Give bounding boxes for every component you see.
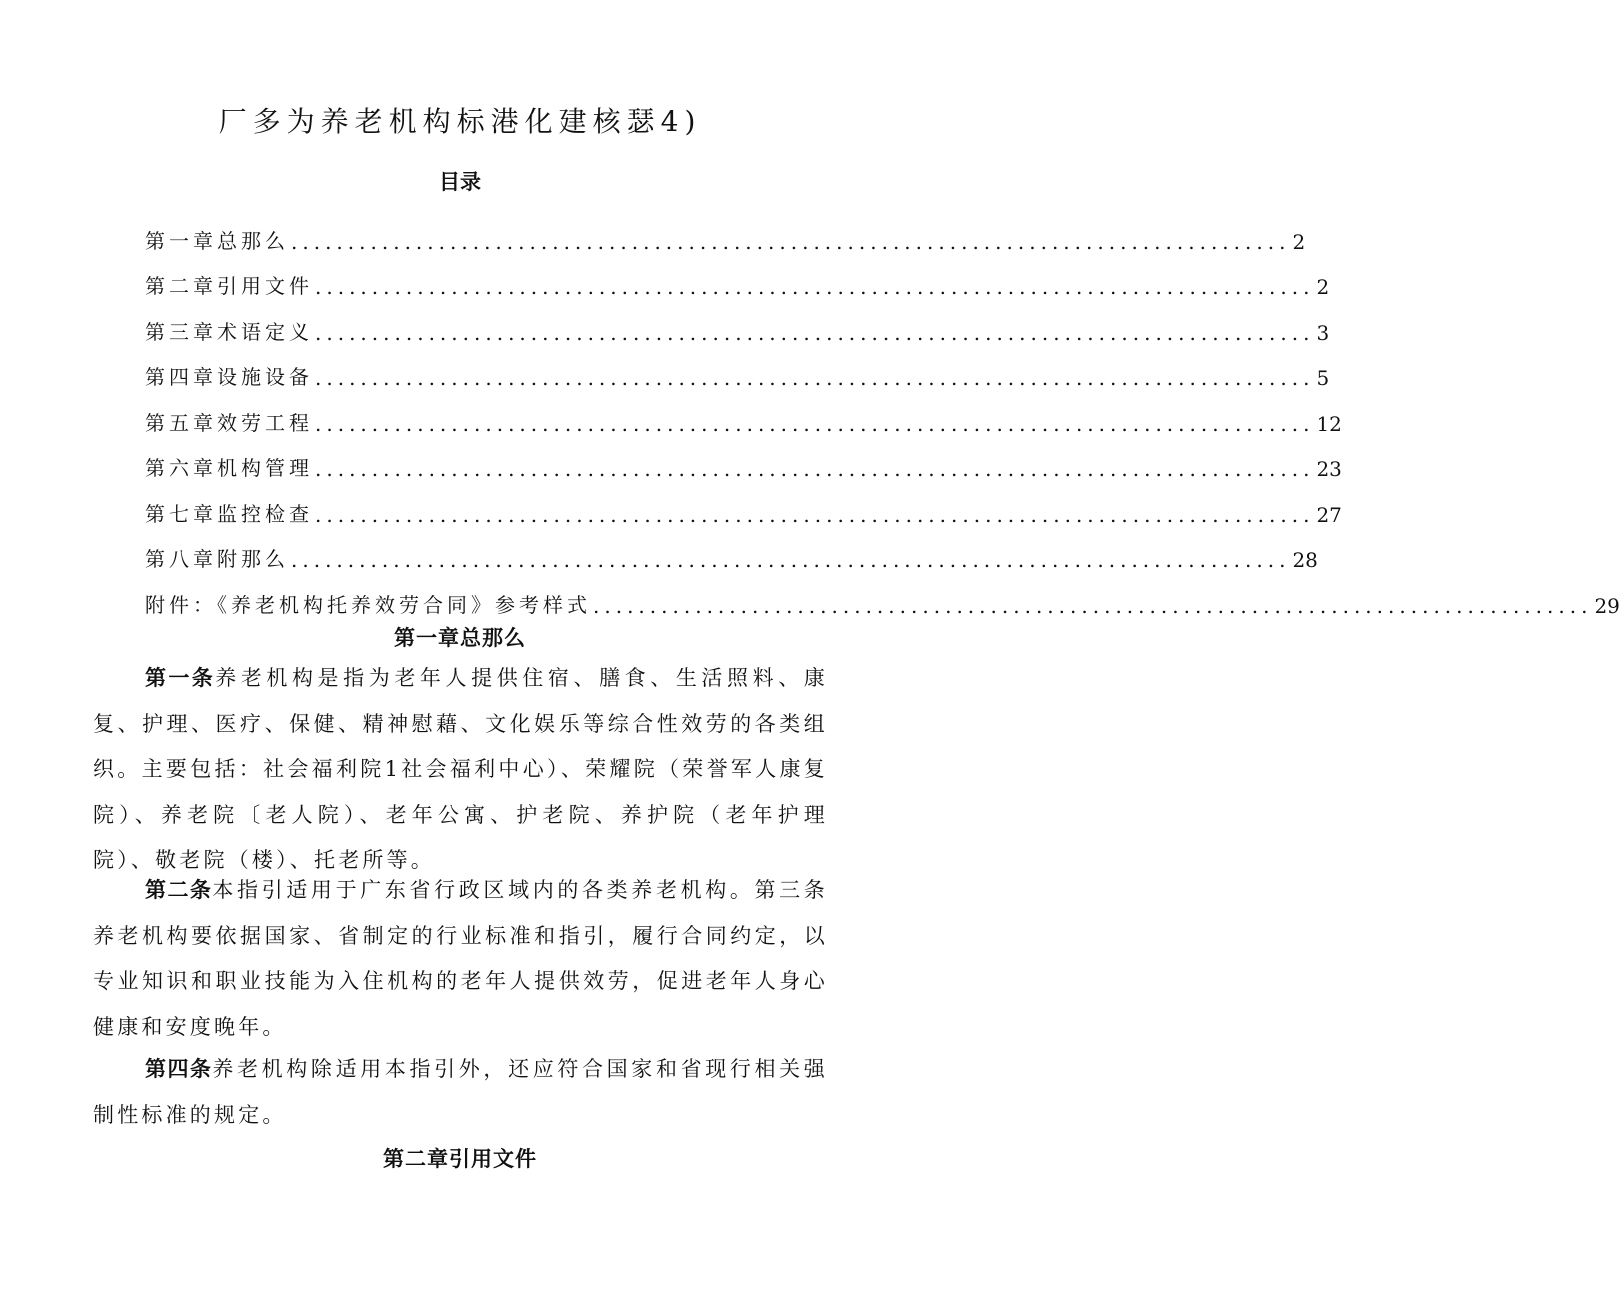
- toc-item-page: 3: [1316, 320, 1330, 345]
- toc-item-page: 5: [1316, 366, 1330, 390]
- toc-item[interactable]: [145, 390, 1342, 436]
- toc-item-page: 29: [1594, 593, 1620, 618]
- article-label: 第四条: [145, 1057, 213, 1081]
- toc-item[interactable]: [145, 572, 1620, 618]
- toc-item-label: 第六章机构管理: [145, 456, 313, 480]
- toc-item-label: 第四章设施设备: [145, 365, 313, 389]
- toc-item[interactable]: [145, 527, 1318, 573]
- toc-heading: 目录: [439, 170, 481, 194]
- toc-leader-dots: ........................................................................................: [315, 502, 1315, 527]
- toc-item-page: 27: [1316, 502, 1342, 527]
- toc-item-label: 第二章引用文件: [145, 274, 313, 298]
- document-title: 厂多为养老机构标港化建核瑟4): [218, 105, 702, 138]
- toc-item[interactable]: [145, 208, 1306, 254]
- toc-item-page: 23: [1316, 457, 1342, 481]
- toc-leader-dots: ........................................................................................: [291, 548, 1291, 572]
- toc-item-label: 第一章总那么: [145, 228, 289, 253]
- chapter-heading: 第一章总那么: [394, 626, 526, 650]
- toc-item-label: 第七章监控检查: [145, 501, 313, 526]
- toc-leader-dots: ........................................................................................: [315, 366, 1315, 390]
- toc-item-page: 12: [1316, 411, 1342, 436]
- article-label: 第二条: [145, 878, 213, 902]
- toc-item-label: 第三章术语定义: [145, 319, 313, 344]
- toc-item[interactable]: [145, 345, 1330, 391]
- article-paragraph: [93, 656, 828, 884]
- toc-leader-dots: ........................................................................................: [593, 593, 1593, 618]
- toc-item-page: 2: [1316, 275, 1330, 299]
- toc-item-page: 2: [1292, 229, 1306, 254]
- toc-item-label: 第五章效劳工程: [145, 410, 313, 435]
- toc-leader-dots: ........................................................................................: [315, 320, 1315, 345]
- article-paragraph: [93, 868, 828, 1050]
- toc-leader-dots: ........................................................................................: [315, 457, 1315, 481]
- toc-item-label: 第八章附那么: [145, 547, 289, 571]
- toc-leader-dots: ........................................................................................: [315, 275, 1315, 299]
- article-text: 养老机构是指为老年人提供住宿、膳食、生活照料、康复、护理、医疗、保健、精神慰藉、文化娱乐等综合性效劳的各类组织。主要包括：社会福利院1社会福利中心）、荣耀院（荣誉军人康复院）、养老院〔老人院）、老年公寓、护老院、养护院（老年护理院）、敬老院（楼）、托老所等。: [93, 666, 828, 872]
- toc-item[interactable]: [145, 299, 1330, 345]
- chapter-heading: 第二章引用文件: [383, 1147, 537, 1171]
- toc-item-page: 28: [1292, 548, 1318, 572]
- toc-leader-dots: ........................................................................................: [291, 229, 1291, 254]
- toc-item[interactable]: [145, 436, 1342, 482]
- toc-leader-dots: ........................................................................................: [315, 411, 1315, 436]
- toc-item-label: 附件：《养老机构托养效劳合同》参考样式: [145, 592, 591, 617]
- article-paragraph: [93, 1047, 828, 1138]
- article-text: 养老机构除适用本指引外，还应符合国家和省现行相关强制性标准的规定。: [93, 1057, 829, 1127]
- article-text: 本指引适用于广东省行政区域内的各类养老机构。第三条养老机构要依据国家、省制定的行业标准和指引，履行合同约定，以专业知识和职业技能为入住机构的老年人提供效劳，促进老年人身心健康和安度晚年。: [93, 878, 829, 1039]
- table-of-contents: [145, 208, 1620, 618]
- toc-item[interactable]: [145, 254, 1330, 300]
- article-label: 第一条: [145, 666, 216, 690]
- toc-item[interactable]: [145, 481, 1342, 527]
